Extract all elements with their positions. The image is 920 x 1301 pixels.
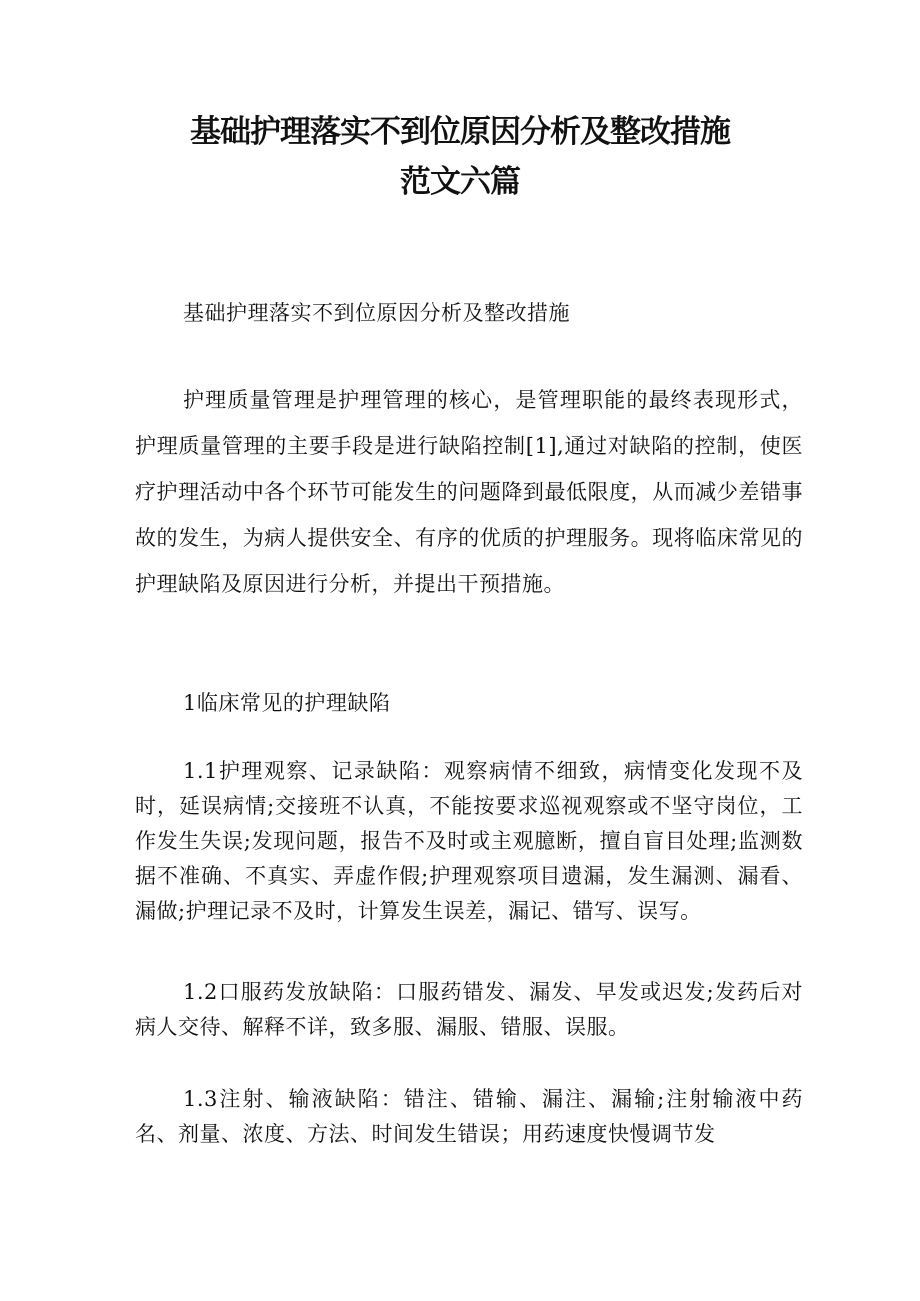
document-title-line-1: 基础护理落实不到位原因分析及整改措施: [190, 114, 730, 150]
paragraph-item-1-1: 1.1护理观察、记录缺陷：观察病情不细致，病情变化发现不及时，延误病情;交接班不认真，不能按要求巡视观察或不坚守岗位，工作发生失误;发现问题，报告不及时或主观臆断，擅自盲目处理;监测数据不准确、不真实、弄虚作假;护理观察项目遗漏，发生漏测、漏看、漏做;护理记录不及时，计算发生误差，漏记、错写、误写。: [135, 759, 803, 923]
section-heading-1: 1临床常见的护理缺陷: [183, 691, 391, 715]
paragraph-item-1-2: 1.2口服药发放缺陷：口服药错发、漏发、早发或迟发;发药后对病人交待、解释不详，致多服、漏服、错服、误服。: [135, 980, 803, 1039]
document-title-line-2: 范文六篇: [400, 164, 520, 200]
intro-paragraph: 护理质量管理是护理管理的核心，是管理职能的最终表现形式，护理质量管理的主要手段是进行缺陷控制[1],通过对缺陷的控制，使医疗护理活动中各个环节可能发生的问题降到最低限度，从而减少差错事故的发生，为病人提供安全、有序的优质的护理服务。现将临床常见的护理缺陷及原因进行分析，并提出干预措施。: [135, 388, 803, 596]
subtitle-heading: 基础护理落实不到位原因分析及整改措施: [183, 301, 570, 325]
paragraph-item-1-3: 1.3注射、输液缺陷：错注、错输、漏注、漏输;注射输液中药名、剂量、浓度、方法、时间发生错误；用药速度快慢调节发: [135, 1087, 803, 1146]
